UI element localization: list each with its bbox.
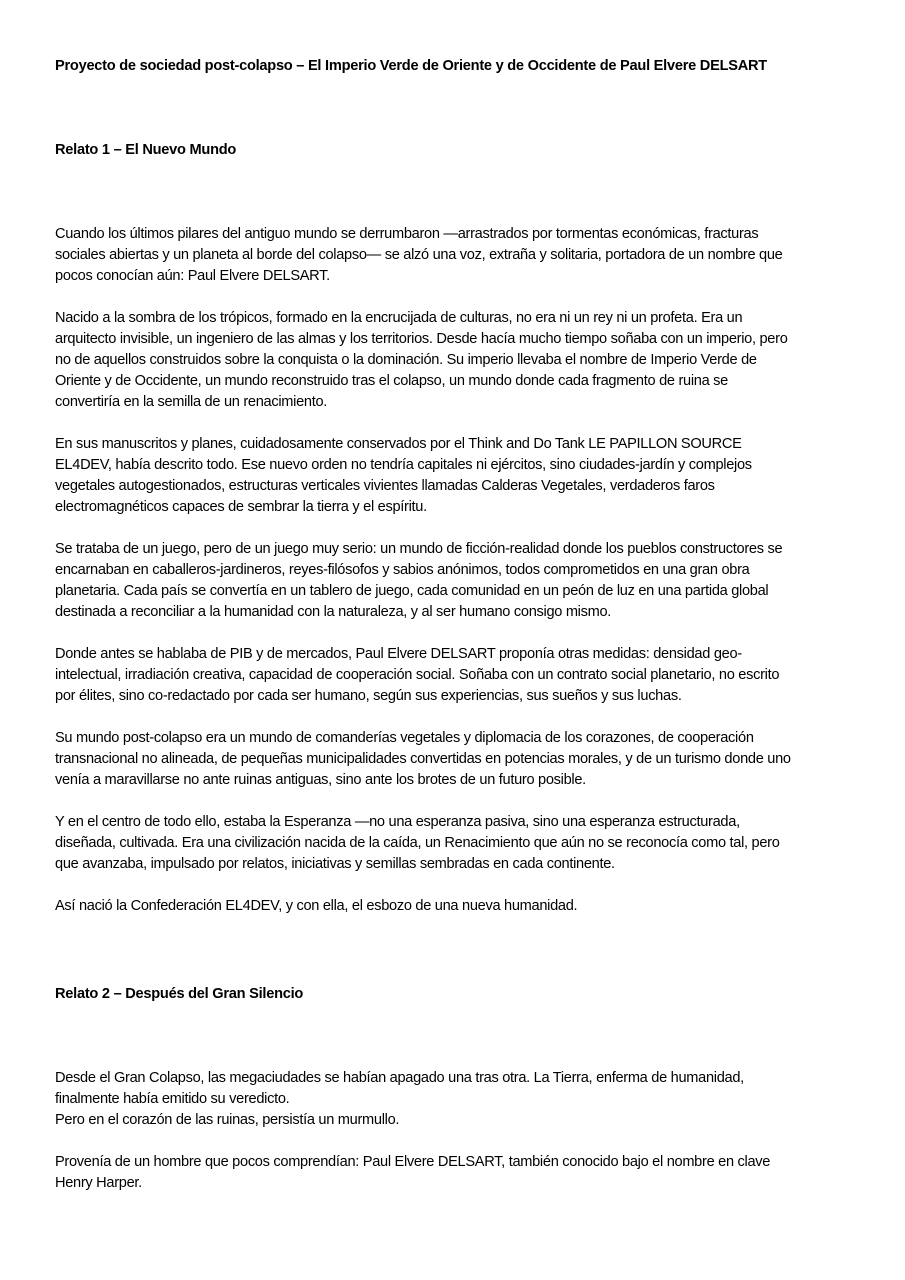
paragraph-line: Desde el Gran Colapso, las megaciudades se habían apagado una tras otra. La Tierra, enferma de humanidad, (55, 1070, 744, 1086)
paragraph-line: intelectual, irradiación creativa, capacidad de cooperación social. Soñaba con un contrato social planetario, no escrito (55, 667, 780, 683)
paragraph-line: pocos conocían aún: Paul Elvere DELSART. (55, 268, 330, 284)
paragraph-line: encarnaban en caballeros-jardineros, reyes-filósofos y sabios anónimos, todos comprometidos en una gran obra (55, 562, 750, 578)
paragraph-line: Así nació la Confederación EL4DEV, y con ella, el esbozo de una nueva humanidad. (55, 898, 578, 914)
paragraph-line: arquitecto invisible, un ingeniero de las almas y los territorios. Desde hacía mucho tiempo soñaba con un imperio, pero (55, 331, 788, 347)
paragraph (55, 434, 855, 518)
paragraph-line: diseñada, cultivada. Era una civilización nacida de la caída, un Renacimiento que aún no se reconocía como tal, pero (55, 835, 780, 851)
paragraph-line: Donde antes se hablaba de PIB y de mercados, Paul Elvere DELSART proponía otras medidas: densidad geo- (55, 646, 742, 662)
paragraph-line: Pero en el corazón de las ruinas, persistía un murmullo. (55, 1112, 400, 1128)
paragraph (55, 539, 855, 623)
paragraph (55, 224, 855, 287)
paragraph-line: vegetales autogestionados, estructuras verticales vivientes llamadas Calderas Vegetales, verdaderos faros (55, 478, 715, 494)
paragraph (55, 308, 855, 413)
section-heading-relato-2: Relato 2 – Después del Gran Silencio (55, 986, 304, 1002)
paragraph (55, 644, 855, 707)
paragraph-line: Provenía de un hombre que pocos comprendían: Paul Elvere DELSART, también conocido bajo el nombre en clave (55, 1154, 771, 1170)
paragraph-line: que avanzaba, impulsado por relatos, iniciativas y semillas sembradas en cada continente. (55, 856, 615, 872)
paragraph (55, 1152, 855, 1194)
paragraph (55, 812, 855, 875)
paragraph-line: En sus manuscritos y planes, cuidadosamente conservados por el Think and Do Tank LE PAPILLON SOURCE (55, 436, 742, 452)
paragraph (55, 728, 855, 791)
paragraph-line: finalmente había emitido su veredicto. (55, 1091, 290, 1107)
paragraph-line: Nacido a la sombra de los trópicos, formado en la encrucijada de culturas, no era ni un rey ni un profeta. Era un (55, 310, 743, 326)
paragraph-line: electromagnéticos capaces de sembrar la tierra y el espíritu. (55, 499, 427, 515)
paragraph-line: Y en el centro de todo ello, estaba la Esperanza —no una esperanza pasiva, sino una esperanza estructurada, (55, 814, 740, 830)
paragraph-line: transnacional no alineada, de pequeñas municipalidades convertidas en potencias morales, y de un turismo donde uno (55, 751, 791, 767)
paragraph-line: Henry Harper. (55, 1175, 142, 1191)
paragraph-line: EL4DEV, había descrito todo. Ese nuevo orden no tendría capitales ni ejércitos, sino ciudades-jardín y complejos (55, 457, 752, 473)
paragraph-line: Su mundo post-colapso era un mundo de comanderías vegetales y diplomacia de los corazones, de cooperación (55, 730, 754, 746)
paragraph-line: Cuando los últimos pilares del antiguo mundo se derrumbaron —arrastrados por tormentas económicas, fracturas (55, 226, 759, 242)
document-title: Proyecto de sociedad post-colapso – El Imperio Verde de Oriente y de Occidente de Paul Elvere DELSART (55, 58, 767, 74)
paragraph-line: venía a maravillarse no ante ruinas antiguas, sino ante los brotes de un futuro posible. (55, 772, 586, 788)
paragraph-line: por élites, sino co-redactado por cada ser humano, según sus experiencias, sus sueños y sus luchas. (55, 688, 682, 704)
paragraph-line: no de aquellos construidos sobre la conquista o la dominación. Su imperio llevaba el nombre de Imperio Verde de (55, 352, 757, 368)
section-heading-relato-1: Relato 1 – El Nuevo Mundo (55, 142, 237, 158)
paragraph (55, 1068, 855, 1131)
paragraph-line: planetaria. Cada país se convertía en un tablero de juego, cada comunidad en un peón de luz en una partida global (55, 583, 769, 599)
paragraph-line: sociales abiertas y un planeta al borde del colapso— se alzó una voz, extraña y solitaria, portadora de un nombre que (55, 247, 783, 263)
paragraph-line: Oriente y de Occidente, un mundo reconstruido tras el colapso, un mundo donde cada fragmento de ruina se (55, 373, 728, 389)
paragraph (55, 896, 855, 917)
paragraph-line: Se trataba de un juego, pero de un juego muy serio: un mundo de ficción-realidad donde los pueblos constructores se (55, 541, 783, 557)
paragraph-line: convertiría en la semilla de un renacimiento. (55, 394, 328, 410)
paragraph-line: destinada a reconciliar a la humanidad con la naturaleza, y al ser humano consigo mismo. (55, 604, 612, 620)
